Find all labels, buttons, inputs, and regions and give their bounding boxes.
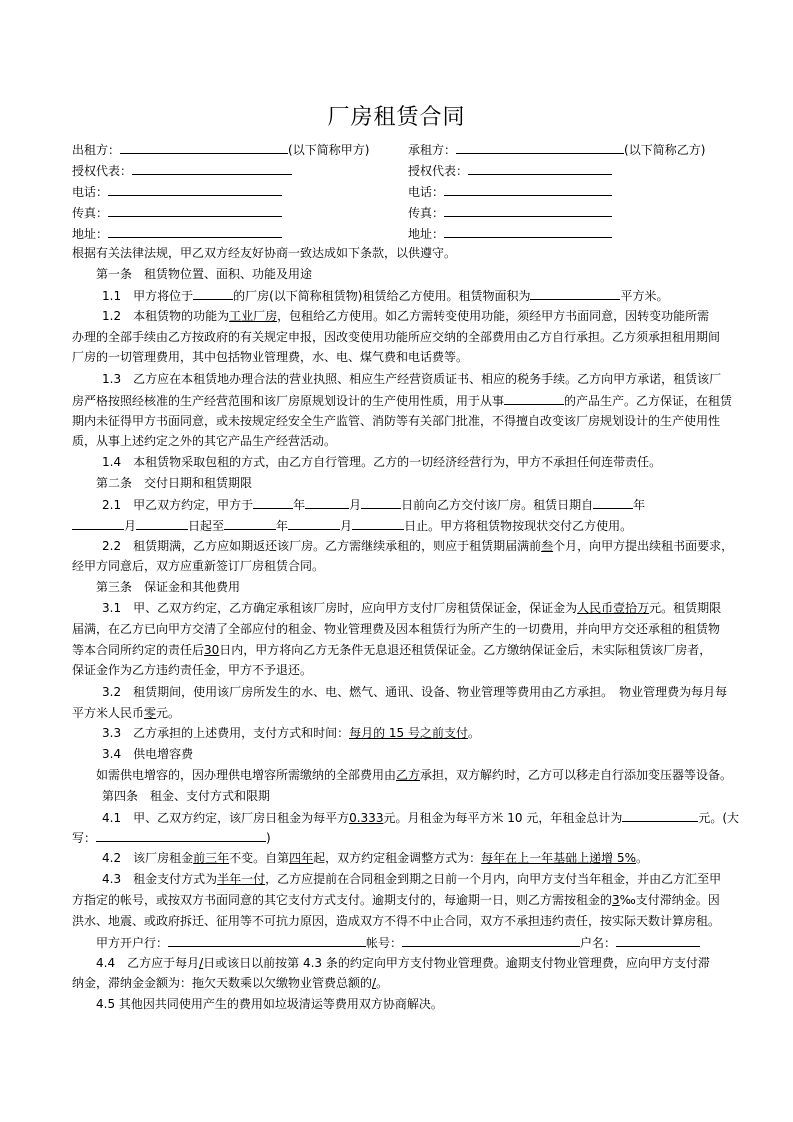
clause-4-1-text-c: 元。(大 xyxy=(698,811,740,825)
clause-4-1 xyxy=(102,807,739,828)
fee-due-day-value: / xyxy=(199,956,204,970)
clause-3-1-text-a: 3.1 甲、乙双方约定，乙方确定承租该厂房时，应向甲方支付厂房租赁保证金，保证金为 xyxy=(102,601,578,615)
clause-3-2-line-2 xyxy=(72,703,180,723)
deposit-value: 人民币壹拾万 xyxy=(577,601,650,615)
clause-4-2-text-b: 不变。自第 xyxy=(229,851,290,865)
clause-4-4-line-2 xyxy=(72,973,388,993)
start-year-blank xyxy=(593,494,633,509)
annual-rent-words-blank xyxy=(96,827,266,842)
lessee-line xyxy=(408,139,705,160)
management-fee-value: 零 xyxy=(144,706,157,720)
clause-4-1-text-e: ) xyxy=(266,831,271,845)
adjust-start-value: 四年 xyxy=(289,851,314,865)
lessee-blank xyxy=(456,139,624,154)
clause-4-3-text-a: 4.3 租金支付方式为 xyxy=(102,872,218,886)
clause-4-3-text-d: ‰支付滞纳金。因 xyxy=(619,893,720,907)
clause-3-3-text-b: 。 xyxy=(468,726,481,740)
lessor-address-label: 地址： xyxy=(72,227,109,241)
lessee-label: 承租方： xyxy=(408,143,457,157)
article-1-heading: 第一条 租赁物位置、面积、功能及用途 xyxy=(96,267,313,281)
fixed-period-value: 前三年 xyxy=(193,851,230,865)
lessee-rep-label: 授权代表： xyxy=(408,164,469,178)
lessor-phone-line xyxy=(72,181,282,202)
lessor-fax-blank xyxy=(108,202,282,217)
clause-1-1-text-c: 平方米。 xyxy=(620,289,669,303)
lessee-rep-blank xyxy=(468,160,612,175)
clause-3-3-text-a: 3.3 乙方承担的上述费用，支付方式和时间： xyxy=(102,726,350,740)
refund-days-value: 30 xyxy=(204,643,220,657)
clause-1-1-text-a: 1.1 甲方将位于 xyxy=(102,289,194,303)
clause-1-3-text-a: 房严格按照经核准的生产经营范围和该厂房原规划设计的生产使用性质，用于从事 xyxy=(72,394,505,408)
location-blank xyxy=(193,285,233,300)
clause-4-1-text-b: 元。月租金为每平方米 10 元，年租金总计为 xyxy=(383,811,623,825)
lessee-fax-line xyxy=(408,202,612,223)
account-number-label: 帐号： xyxy=(366,936,403,950)
clause-2-2 xyxy=(102,536,733,556)
clause-4-3-text-b: ，乙方应提前在合同租金到期之日前一个月内，向甲方支付当年租金，并由乙方汇至甲 xyxy=(265,872,722,886)
lessor-rep-label: 授权代表： xyxy=(72,164,133,178)
lessee-fax-label: 传真： xyxy=(408,206,445,220)
payment-cycle-value: 半年一付 xyxy=(217,872,266,886)
clause-3-4-text-a: 如需供电增容的，因办理供电增容所需缴纳的全部费用由 xyxy=(96,768,397,782)
clause-1-3-line-4: 质，从事上述约定之外的其它产品生产经营活动。 xyxy=(72,434,337,448)
article-3-heading: 第三条 保证金和其他费用 xyxy=(96,580,241,594)
start-day-blank xyxy=(136,515,188,530)
lessor-address-blank xyxy=(108,223,282,238)
lessor-fax-line xyxy=(72,202,282,223)
lessee-phone-blank xyxy=(444,181,612,196)
lessee-address-line xyxy=(408,223,612,244)
lessor-blank xyxy=(120,139,288,154)
delivery-month-blank xyxy=(305,494,349,509)
article-2-heading: 第二条 交付日期和租赁期限 xyxy=(96,476,253,490)
renewal-months-value: 叁 xyxy=(541,539,554,553)
clause-1-2-line-2: 办理的全部手续由乙方按政府的有关规定申报，因改变使用功能所应交纳的全部费用由乙方自行承担。乙方须承担租用期间 xyxy=(72,330,721,344)
clause-3-1-line-2: 届满，在乙方已向甲方交清了全部应付的租金、物业管理费及因本租赁行为所产生的一切费用，并向甲方交还承租的租赁物 xyxy=(72,622,721,636)
lessor-suffix: (以下简称甲方) xyxy=(288,143,370,157)
delivery-day-blank xyxy=(361,494,401,509)
clause-3-4-line-2 xyxy=(96,765,732,785)
clause-2-1-text-d: 日止。甲方将租赁物按现状交付乙方使用。 xyxy=(404,519,633,533)
power-fee-party-value: 乙方 xyxy=(396,768,421,782)
lessee-address-label: 地址： xyxy=(408,227,445,241)
daily-rent-value: 0.333 xyxy=(349,811,384,825)
lessee-rep-line xyxy=(408,160,612,181)
clause-1-2 xyxy=(102,306,709,326)
end-month-blank xyxy=(288,515,340,530)
clause-1-1 xyxy=(102,285,668,306)
lessor-rep-blank xyxy=(132,160,292,175)
lessee-suffix: (以下简称乙方) xyxy=(624,143,706,157)
clause-1-3: 1.3 乙方应在本租赁地办理合法的营业执照、相应生产经营资质证书、相应的税务手续。乙方向甲方承诺，租赁该厂 xyxy=(102,372,722,386)
clause-4-4-text-a: 4.4 乙方应于每月 xyxy=(96,956,200,970)
clause-4-1-line-2 xyxy=(72,827,271,848)
bank-blank xyxy=(168,932,366,947)
clause-2-1-line-2 xyxy=(72,515,632,536)
lessor-address-line xyxy=(72,223,282,244)
clause-3-4-text-b: 承担，双方解约时，乙方可以移走自行添加变压器等设备。 xyxy=(420,768,733,782)
clause-3-1-text-b: 元。租赁期限 xyxy=(649,601,722,615)
clause-4-4 xyxy=(96,953,710,973)
clause-4-1-text-a: 4.1 甲、乙双方约定，该厂房日租金为每平方 xyxy=(102,811,350,825)
clause-3-4: 3.4 供电增容费 xyxy=(102,747,194,761)
function-value: 工业厂房 xyxy=(229,309,278,323)
article-4-heading: 第四条 租金、支付方式和限期 xyxy=(102,789,271,803)
year-label: 年 xyxy=(293,498,306,512)
clause-2-1 xyxy=(102,494,645,515)
month-label: 月 xyxy=(124,519,137,533)
clause-4-1-text-d: 写： xyxy=(72,831,97,845)
clause-4-2-text-a: 4.2 该厂房租金 xyxy=(102,851,194,865)
clause-4-3-line-2 xyxy=(72,890,720,910)
clause-1-2-text-b: ，包租给乙方使用。如乙方需转变使用功能，须经甲方书面同意，因转变功能所需 xyxy=(277,309,710,323)
lessee-phone-line xyxy=(408,181,612,202)
account-name-label: 户名： xyxy=(580,936,617,950)
intro-text: 根据有关法律法规，甲乙双方经友好协商一致达成如下条款，以供遵守。 xyxy=(72,246,457,260)
clause-3-1-text-c: 等本合同所约定的责任后 xyxy=(72,643,205,657)
account-number-blank xyxy=(402,932,580,947)
clause-3-2-text-b: 元。 xyxy=(156,706,181,720)
document-title: 厂房租赁合同 xyxy=(327,105,466,130)
lessee-address-blank xyxy=(444,223,612,238)
clause-4-2-text-c: 起，双方约定租金调整方式为： xyxy=(313,851,482,865)
start-month-blank xyxy=(72,515,124,530)
clause-3-1-text-d: 日内，甲方将向乙方无条件无息退还租赁保证金。乙方缴纳保证金后，未实际租赁该厂房者， xyxy=(219,643,712,657)
clause-2-1-text-a: 2.1 甲乙双方约定，甲方于 xyxy=(102,498,254,512)
clause-1-2-text-a: 1.2 本租赁物的功能为 xyxy=(102,309,230,323)
clause-3-2: 3.2 租赁期间，使用该厂房所发生的水、电、燃气、通讯、设备、物业管理等费用由乙方承担。 物业管理费为每月每 xyxy=(102,685,728,699)
product-blank xyxy=(504,390,564,405)
lessor-phone-label: 电话： xyxy=(72,185,109,199)
bank-account-line xyxy=(96,932,700,953)
late-fee-rate-value: 3 xyxy=(612,893,620,907)
lessor-phone-blank xyxy=(108,181,282,196)
annual-rent-blank xyxy=(622,807,698,822)
month-label: 月 xyxy=(349,498,362,512)
clause-1-3-line-2 xyxy=(72,390,732,411)
clause-1-4: 1.4 本租赁物采取包租的方式，由乙方自行管理。乙方的一切经济经营行为，甲方不承担任何连带责任。 xyxy=(102,455,662,469)
clause-2-1-text-c: 日起至 xyxy=(188,519,225,533)
account-name-blank xyxy=(616,932,700,947)
clause-3-1-line-3 xyxy=(72,640,711,660)
clause-4-3-text-c: 方指定的帐号，或按双方书面同意的其它支付方式支付。逾期支付的，每逾期一日，则乙方需按租金的 xyxy=(72,893,613,907)
clause-2-1-text-b: 日前向乙方交付该厂房。租赁日期自 xyxy=(401,498,594,512)
area-blank xyxy=(530,285,620,300)
adjust-method-value: 每年在上一年基础上递增 5% xyxy=(481,851,637,865)
clause-1-1-text-b: 的厂房(以下简称租赁物)租赁给乙方使用。租赁物面积为 xyxy=(233,289,531,303)
lessor-label: 出租方： xyxy=(72,143,121,157)
clause-3-3 xyxy=(102,723,480,743)
clause-4-5: 4.5 其他因共同使用产生的费用如垃圾清运等费用双方协商解决。 xyxy=(96,997,443,1011)
payment-time-value: 每月的 15 号之前支付 xyxy=(349,726,468,740)
lessee-phone-label: 电话： xyxy=(408,185,445,199)
clause-4-2 xyxy=(102,848,648,868)
clause-4-3-line-3: 洪水、地震、或政府拆迁、征用等不可抗力原因，造成双方不得不中止合同，双方不承担违约责任，按实际天数计算房租。 xyxy=(72,914,721,928)
clause-2-2-line-2: 经甲方同意后，双方应重新签订厂房租赁合同。 xyxy=(72,559,325,573)
clause-3-1 xyxy=(102,598,721,618)
clause-1-3-text-b: 的产品生产。乙方保证，在租赁 xyxy=(564,394,733,408)
clause-4-4-text-b: 日或该日以前按第 4.3 条的约定向甲方支付物业管理费。逾期支付物业管理费，应向甲方支付滞 xyxy=(203,956,710,970)
end-day-blank xyxy=(352,515,404,530)
lessor-rep-line xyxy=(72,160,292,181)
end-year-blank xyxy=(224,515,276,530)
delivery-year-blank xyxy=(253,494,293,509)
clause-1-3-line-3: 期内未征得甲方书面同意，或未按规定经安全生产监管、消防等有关部门批准，不得擅自改变该厂房规划设计的生产使用性 xyxy=(72,414,721,428)
clause-2-2-text-a: 2.2 租赁期满，乙方应如期返还该厂房。乙方需继续承租的，则应于租赁期届满前 xyxy=(102,539,542,553)
year-label: 年 xyxy=(276,519,289,533)
lessor-line xyxy=(72,139,369,160)
bank-label: 甲方开户行： xyxy=(96,936,169,950)
year-label: 年 xyxy=(633,498,646,512)
month-label: 月 xyxy=(340,519,353,533)
lessor-fax-label: 传真： xyxy=(72,206,109,220)
clause-1-2-line-3: 厂房的一切管理费用，其中包括物业管理费，水、电、煤气费和电话费等。 xyxy=(72,350,469,364)
clause-4-4-text-d: 。 xyxy=(376,976,389,990)
clause-3-1-line-4: 保证金作为乙方违约责任金，甲方不予退还。 xyxy=(72,663,313,677)
clause-3-2-text-a: 平方米人民币 xyxy=(72,706,145,720)
clause-4-2-text-d: 。 xyxy=(636,851,649,865)
fee-late-rate-value: / xyxy=(372,976,377,990)
clause-2-2-text-b: 个月，向甲方提出续租书面要求， xyxy=(553,539,734,553)
lessee-fax-blank xyxy=(444,202,612,217)
clause-4-3 xyxy=(102,869,721,889)
clause-4-4-text-c: 纳金，滞纳金金额为：拖欠天数乘以欠缴物业管费总额的 xyxy=(72,976,373,990)
